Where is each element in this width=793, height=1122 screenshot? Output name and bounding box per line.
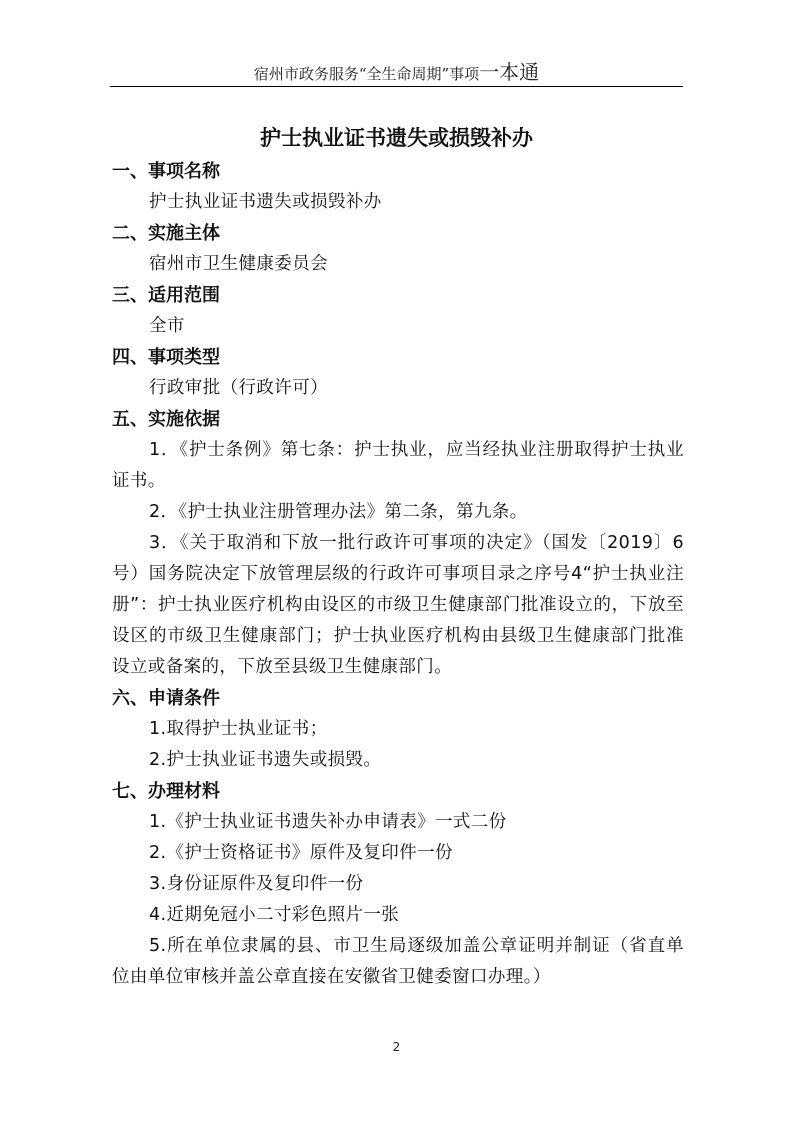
section-paragraph: 全市: [149, 316, 185, 336]
header-suffix: 一本通: [479, 60, 540, 84]
section-paragraph: 5.所在单位隶属的县、市卫生局逐级加盖公章证明并制证（省直单位由单位审核并盖公章直接在安徽省卫健委窗口办理。）: [112, 936, 684, 987]
section-paragraph: 1.《护士执业证书遗失补办申请表》一式二份: [149, 812, 507, 832]
section-heading: 一、事项名称: [112, 161, 220, 182]
section-heading: 二、实施主体: [112, 223, 220, 244]
section-paragraph: 3.身份证原件及复印件一份: [149, 874, 364, 894]
section-heading: 三、适用范围: [112, 285, 220, 306]
section-paragraph: 3．《关于取消和下放一批行政许可事项的决定》（国发〔2019〕6号）国务院决定下放管理层级的行政许可事项目录之序号4“护士执业注册”：护士执业医疗机构由设区的市级卫生健康部门批准设立的，下放至设区的市级卫生健康部门；护士执业医疗机构由县级卫生健康部门批准设立或备案的，下放至县级卫生健康部门。: [112, 533, 684, 677]
section-paragraph: 护士执业证书遗失或损毁补办: [149, 192, 382, 212]
section-heading: 七、办理材料: [112, 781, 220, 802]
section-paragraph: 2.《护士资格证书》原件及复印件一份: [149, 843, 453, 863]
document-body: [112, 156, 684, 993]
header-rule: [110, 86, 683, 87]
page-number: 2: [392, 1040, 401, 1054]
running-header: [110, 62, 683, 84]
section-paragraph: 行政审批（行政许可）: [149, 378, 328, 398]
section-heading: 四、事项类型: [112, 347, 220, 368]
section-heading: 五、实施依据: [112, 409, 220, 430]
document-title: 护士执业证书遗失或损毁补办: [260, 126, 533, 150]
section-paragraph: 2.护士执业证书遗失或损毁。: [149, 750, 382, 770]
section-paragraph: 4.近期免冠小二寸彩色照片一张: [149, 905, 400, 925]
section-paragraph: 1．《护士条例》第七条：护士执业，应当经执业注册取得护士执业证书。: [112, 440, 684, 491]
section-paragraph: 2．《护士执业注册管理办法》第二条，第九条。: [149, 502, 528, 522]
section-paragraph: 宿州市卫生健康委员会: [149, 254, 328, 274]
section-paragraph: 1.取得护士执业证书；: [149, 719, 328, 739]
section-heading: 六、申请条件: [112, 688, 220, 709]
header-prefix: 宿州市政务服务“全生命周期”事项: [253, 65, 480, 83]
